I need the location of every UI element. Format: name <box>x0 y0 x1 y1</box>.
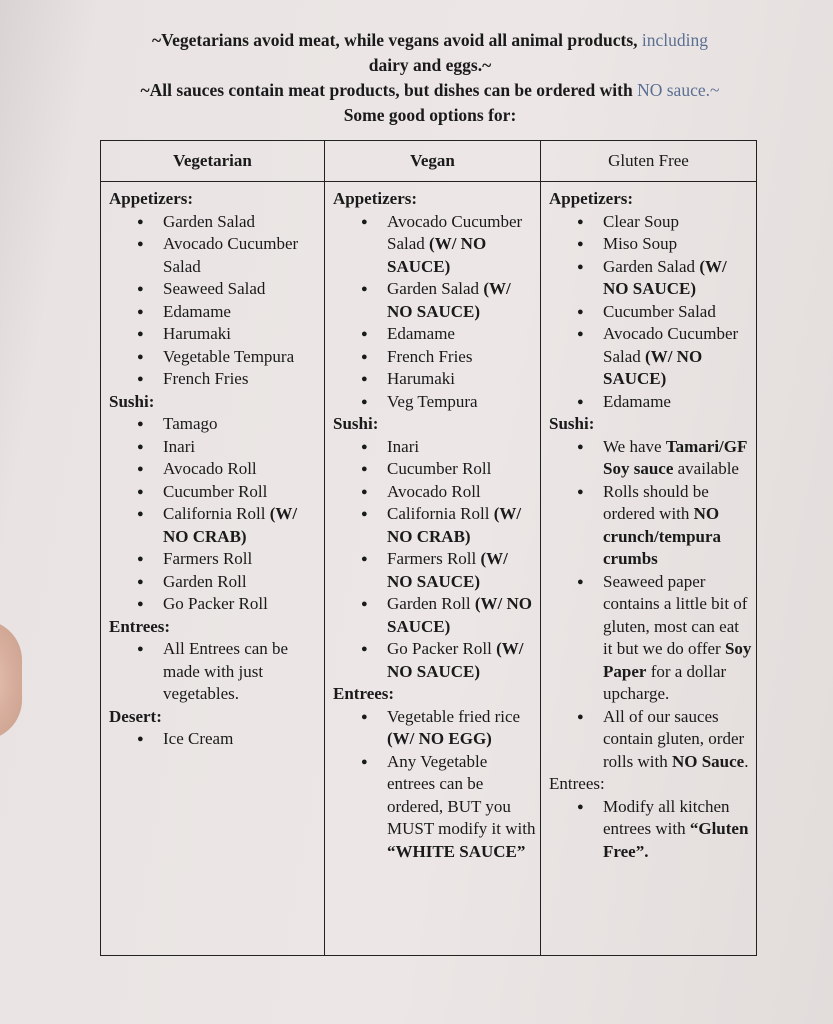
list-item: ● Cucumber Roll <box>361 458 536 481</box>
section-label: Sushi: <box>109 391 155 411</box>
list-item: ● Seaweed Salad <box>137 278 320 301</box>
list-item: ● Farmers Roll <box>137 548 320 571</box>
list-item: ● Edamame <box>361 323 536 346</box>
list-item: ● Ice Cream <box>137 728 320 751</box>
list-item: ● Rolls should be ordered with NO crunch/tempura crumbs <box>577 481 752 571</box>
list-item: ● Seaweed paper contains a little bit of gluten, most can eat it but we do offer Soy Paper for a dollar upcharge. <box>577 571 752 706</box>
section-label: Entrees: <box>333 684 395 703</box>
list-item: ● Clear Soup <box>577 211 752 234</box>
list-item: ● Garden Roll (W/ NO SAUCE) <box>361 593 536 638</box>
list-item: ● Avocado Cucumber Salad <box>137 233 320 278</box>
section-label: Entrees: <box>109 616 171 636</box>
list-item: ● Harumaki <box>361 368 536 391</box>
list-item: ● Miso Soup <box>577 233 752 256</box>
list-item: ● Avocado Cucumber Salad (W/ NO SAUCE) <box>577 323 752 391</box>
section-label: Entrees: <box>549 774 605 793</box>
list-item: ● Tamago <box>137 413 320 436</box>
section-label: Appetizers: <box>109 189 194 208</box>
dietary-options-table <box>100 140 757 956</box>
section-label: Appetizers: <box>549 189 634 208</box>
column-header-vegetarian: Vegetarian <box>101 141 325 182</box>
vegetarian-column <box>101 182 325 956</box>
list-item: ● Inari <box>137 436 320 459</box>
list-item: ● Any Vegetable entrees can be ordered, BUT you MUST modify it with “WHITE SAUCE” <box>361 751 536 864</box>
section-label: Appetizers: <box>333 189 418 208</box>
column-header-vegan: Vegan <box>325 141 541 182</box>
vegan-column <box>325 182 541 956</box>
list-item: ● Vegetable fried rice (W/ NO EGG) <box>361 706 536 751</box>
list-item: ● Farmers Roll (W/ NO SAUCE) <box>361 548 536 593</box>
section-label: Desert: <box>109 706 162 726</box>
section-label: Sushi: <box>333 414 379 433</box>
list-item: ● Garden Salad (W/ NO SAUCE) <box>361 278 536 323</box>
list-item: ● French Fries <box>361 346 536 369</box>
list-item: ● Edamame <box>137 301 320 324</box>
list-item: ● Cucumber Salad <box>577 301 752 324</box>
list-item: ● Garden Salad (W/ NO SAUCE) <box>577 256 752 301</box>
list-item: ● Harumaki <box>137 323 320 346</box>
list-item: ● All of our sauces contain gluten, order rolls with NO Sauce. <box>577 706 752 774</box>
header-line-2: dairy and eggs.~ <box>368 55 492 75</box>
list-item: ● California Roll (W/ NO CRAB) <box>361 503 536 548</box>
list-item: ● Avocado Cucumber Salad (W/ NO SAUCE) <box>361 211 536 279</box>
list-item: ● Inari <box>361 436 536 459</box>
gluten-free-column <box>541 182 757 956</box>
list-item: ● Veg Tempura <box>361 391 536 414</box>
list-item: ● All Entrees can be made with just vegetables. <box>137 638 320 706</box>
list-item: ● Modify all kitchen entrees with “Gluten Free”. <box>577 796 752 864</box>
header-line-4: Some good options for: <box>343 105 517 125</box>
header-line-1: ~Vegetarians avoid meat, while vegans avoid all animal products, including <box>152 30 708 50</box>
list-item: ● Vegetable Tempura <box>137 346 320 369</box>
list-item: ● We have Tamari/GF Soy sauce available <box>577 436 752 481</box>
thumb <box>0 620 22 740</box>
list-item: ● Garden Salad <box>137 211 320 234</box>
list-item: ● French Fries <box>137 368 320 391</box>
menu-header <box>80 28 780 128</box>
list-item: ● Go Packer Roll <box>137 593 320 616</box>
list-item: ● California Roll (W/ NO CRAB) <box>137 503 320 548</box>
list-item: ● Go Packer Roll (W/ NO SAUCE) <box>361 638 536 683</box>
header-line-3: ~All sauces contain meat products, but dishes can be ordered with NO sauce.~ <box>140 80 720 100</box>
list-item: ● Avocado Roll <box>361 481 536 504</box>
column-header-gluten-free: Gluten Free <box>541 141 757 182</box>
list-item: ● Cucumber Roll <box>137 481 320 504</box>
list-item: ● Garden Roll <box>137 571 320 594</box>
section-label: Sushi: <box>549 414 595 433</box>
list-item: ● Edamame <box>577 391 752 414</box>
list-item: ● Avocado Roll <box>137 458 320 481</box>
